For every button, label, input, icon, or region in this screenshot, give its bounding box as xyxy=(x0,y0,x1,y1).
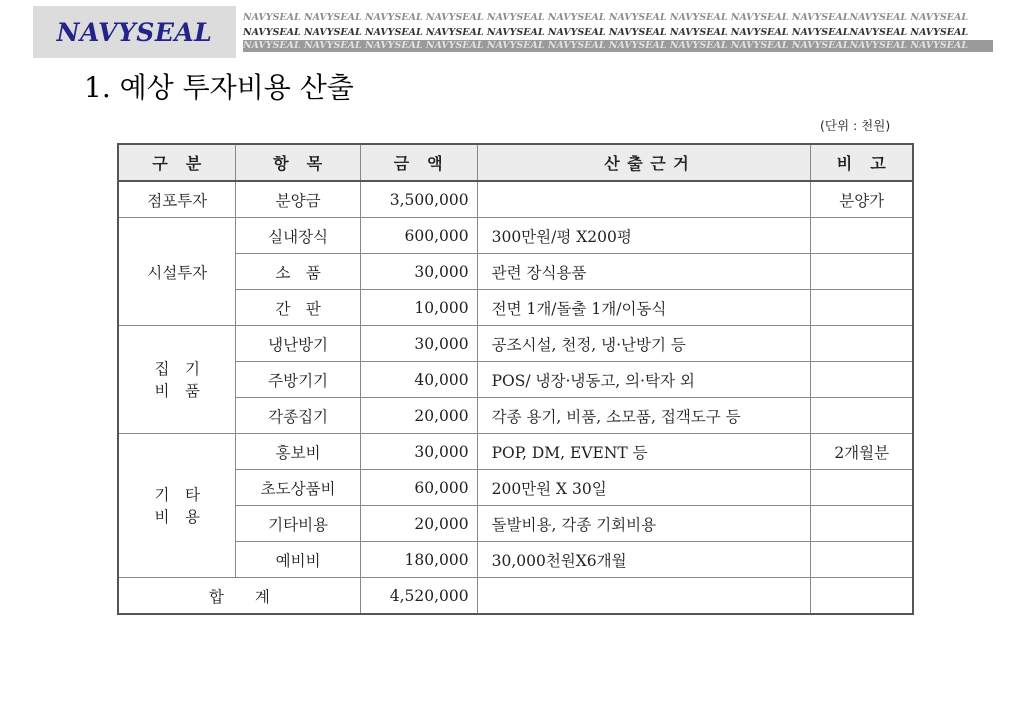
total-note xyxy=(811,578,913,615)
category-cell xyxy=(118,326,236,434)
header-category: 구 분 xyxy=(118,144,236,181)
note-cell: 2개월분 xyxy=(811,434,913,470)
note-cell xyxy=(811,398,913,434)
basis-cell: 각종 용기, 비품, 소모품, 접객도구 등 xyxy=(477,398,811,434)
basis-cell: POP, DM, EVENT 등 xyxy=(477,434,811,470)
banner-line: NAVYSEAL NAVYSEAL NAVYSEAL NAVYSEAL NAVYSEAL NAVYSEAL NAVYSEAL NAVYSEAL NAVYSEAL NAVYSEALNAVYSEAL NAVYSEAL xyxy=(243,12,969,23)
header-item: 항 목 xyxy=(236,144,360,181)
note-cell xyxy=(811,542,913,578)
table-row xyxy=(118,290,913,326)
note-cell xyxy=(811,290,913,326)
basis-cell: POS/ 냉장·냉동고, 의·탁자 외 xyxy=(477,362,811,398)
table-row xyxy=(118,470,913,506)
total-row xyxy=(118,578,913,615)
note-cell: 분양가 xyxy=(811,181,913,218)
header-amount: 금 액 xyxy=(360,144,477,181)
amount-cell: 40,000 xyxy=(360,362,477,398)
table-row xyxy=(118,254,913,290)
basis-cell: 공조시설, 천정, 냉·난방기 등 xyxy=(477,326,811,362)
item-cell: 홍보비 xyxy=(236,434,360,470)
category-cell: 시설투자 xyxy=(118,218,236,326)
item-cell: 소 품 xyxy=(236,254,360,290)
amount-cell: 60,000 xyxy=(360,470,477,506)
item-cell: 간 판 xyxy=(236,290,360,326)
table-row xyxy=(118,506,913,542)
header-banner xyxy=(243,10,993,52)
total-label: 합 계 xyxy=(118,578,360,615)
investment-cost-table xyxy=(117,143,914,615)
banner-line: NAVYSEAL NAVYSEAL NAVYSEAL NAVYSEAL NAVYSEAL NAVYSEAL NAVYSEAL NAVYSEAL NAVYSEAL NAVYSEALNAVYSEAL NAVYSEAL xyxy=(243,27,969,38)
amount-cell: 30,000 xyxy=(360,254,477,290)
note-cell xyxy=(811,254,913,290)
banner-line: NAVYSEAL NAVYSEAL NAVYSEAL NAVYSEAL NAVYSEAL NAVYSEAL NAVYSEAL NAVYSEAL NAVYSEAL NAVYSEALNAVYSEAL NAVYSEAL xyxy=(243,40,993,52)
note-cell xyxy=(811,218,913,254)
logo-box xyxy=(33,6,236,58)
category-line: 비 용 xyxy=(154,507,200,526)
note-cell xyxy=(811,362,913,398)
item-cell: 기타비용 xyxy=(236,506,360,542)
table-row xyxy=(118,398,913,434)
amount-cell: 20,000 xyxy=(360,506,477,542)
amount-cell: 10,000 xyxy=(360,290,477,326)
category-cell: 점포투자 xyxy=(118,181,236,218)
amount-cell: 3,500,000 xyxy=(360,181,477,218)
amount-cell: 30,000 xyxy=(360,434,477,470)
basis-cell: 관련 장식용품 xyxy=(477,254,811,290)
category-line: 집 기 xyxy=(154,359,200,378)
page-title: 1. 예상 투자비용 산출 xyxy=(84,71,354,104)
unit-label: (단위 : 천원) xyxy=(820,118,891,133)
header-basis: 산 출 근 거 xyxy=(477,144,811,181)
item-cell: 냉난방기 xyxy=(236,326,360,362)
basis-cell xyxy=(477,181,811,218)
note-cell xyxy=(811,506,913,542)
basis-cell: 30,000천원X6개월 xyxy=(477,542,811,578)
amount-cell: 30,000 xyxy=(360,326,477,362)
note-cell xyxy=(811,326,913,362)
amount-cell: 600,000 xyxy=(360,218,477,254)
note-cell xyxy=(811,470,913,506)
total-amount: 4,520,000 xyxy=(360,578,477,615)
table-header-row xyxy=(118,144,913,181)
table-row xyxy=(118,218,913,254)
category-line: 비 품 xyxy=(154,381,200,400)
item-cell: 실내장식 xyxy=(236,218,360,254)
basis-cell: 300만원/평 X200평 xyxy=(477,218,811,254)
table-row xyxy=(118,326,913,362)
category-line: 기 타 xyxy=(154,485,200,504)
table-row xyxy=(118,181,913,218)
table-row xyxy=(118,542,913,578)
logo-text: NAVYSEAL xyxy=(56,17,213,47)
item-cell: 각종집기 xyxy=(236,398,360,434)
item-cell: 분양금 xyxy=(236,181,360,218)
basis-cell: 200만원 X 30일 xyxy=(477,470,811,506)
header-note: 비 고 xyxy=(811,144,913,181)
basis-cell: 전면 1개/돌출 1개/이동식 xyxy=(477,290,811,326)
table-row xyxy=(118,362,913,398)
basis-cell: 돌발비용, 각종 기회비용 xyxy=(477,506,811,542)
total-basis xyxy=(477,578,811,615)
item-cell: 초도상품비 xyxy=(236,470,360,506)
item-cell: 예비비 xyxy=(236,542,360,578)
table-row xyxy=(118,434,913,470)
category-cell xyxy=(118,434,236,578)
item-cell: 주방기기 xyxy=(236,362,360,398)
amount-cell: 180,000 xyxy=(360,542,477,578)
amount-cell: 20,000 xyxy=(360,398,477,434)
